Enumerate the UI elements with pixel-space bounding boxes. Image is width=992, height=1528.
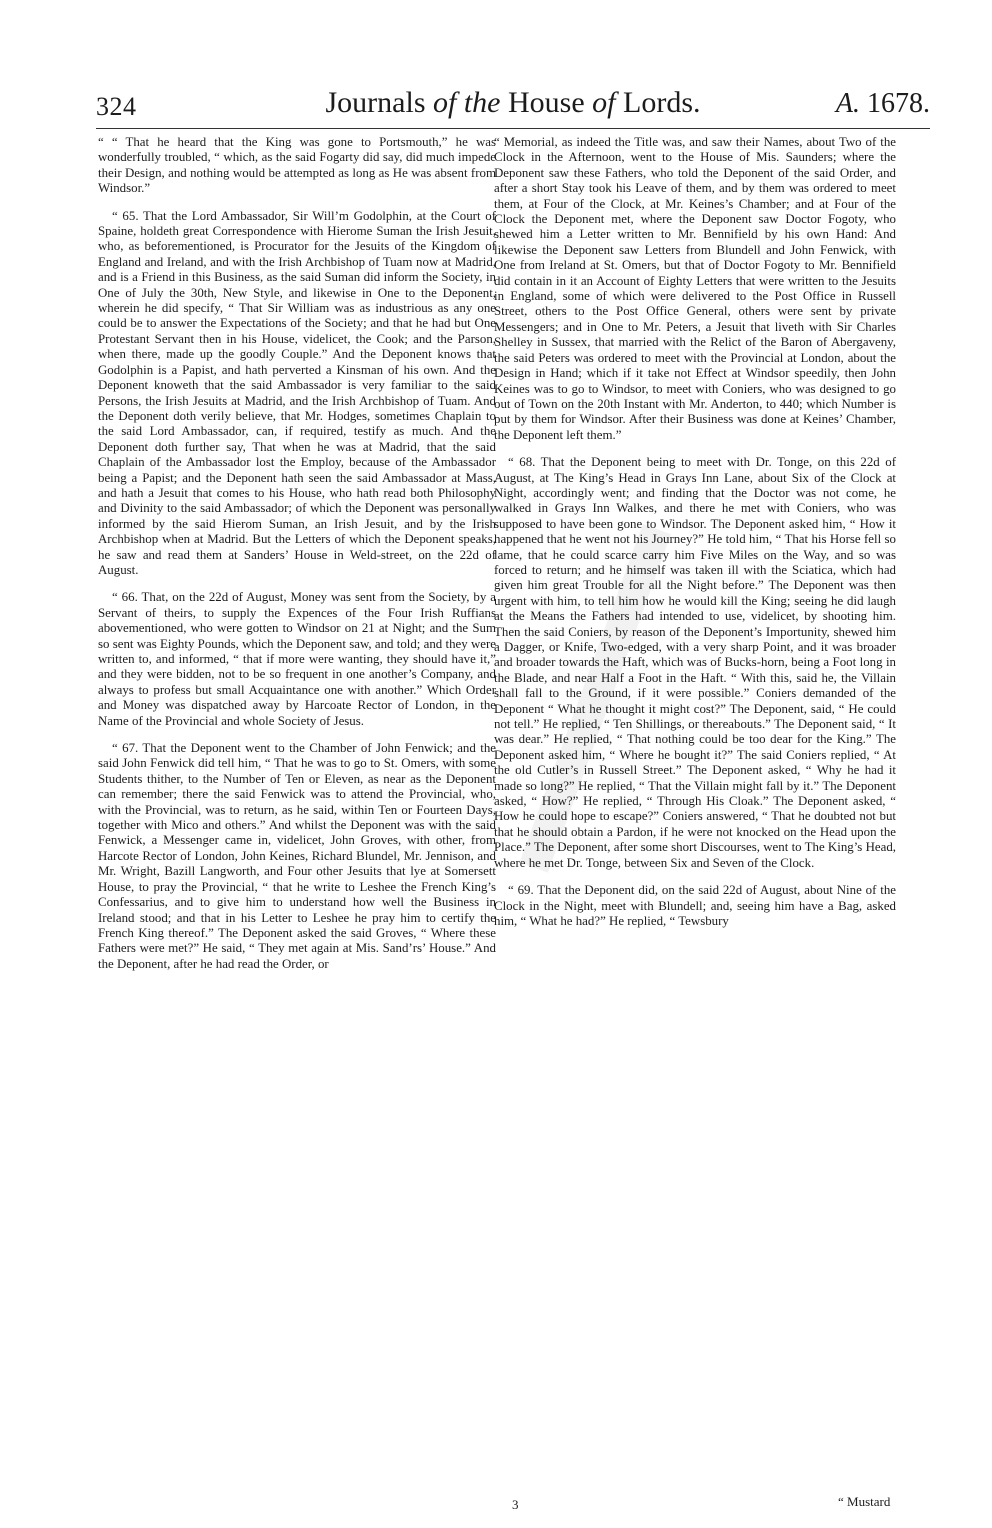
year-prefix: A. [835,88,860,119]
left-column [98,135,496,984]
title-of-the: of the [433,86,501,119]
signature-mark: 3 [512,1497,519,1512]
right-column [494,135,896,941]
catchword: “ Mustard [838,1494,891,1509]
title-of: of [592,86,616,119]
right-paragraph: “ 69. That the Deponent did, on the said 22d of August, about Nine of the Clock in the Night, meet with Blundell; and, seeing him have a Bag, asked him, “ What he had?” He replied, “ Tewsbury [494,883,896,928]
page-number: 324 [96,92,137,121]
right-paragraph: “ Memorial, as indeed the Title was, and saw their Names, about Two of the Clock in the Afternoon, went to the House of Mis. Saunders; where the Deponent saw these Fathers, who told the Deponent of the said Order, and after a short Stay took his Leave of them, and by them was ordered to meet them, at Four of the Clock, at Mr. Keines’s Chamber; and at Four of the Clock the Deponent met, where the Deponent saw Doctor Fogoty, who shewed him a Letter written to Mr. Bennifield by his own Hand: And likewise the Deponent saw Letters from Blundell and John Fenwick, with One from Ireland at St. Omers, but that of Doctor Fogoty to Mr. Bennifield did contain in it an Account of Eighty Letters that were written to the Jesuits in England, some of which were delivered to the Post Office in Russell Street, others to the Post Office General, others were sent by private Messengers; and in One to Mr. Peters, a Jesuit that liveth with Sir Charles Shelley in Sussex, that married with the Relict of the Baron of Abergaveny, the said Peters was ordered to meet with the Provincial at London, about the Design in Hand; which if it take not Effect at Windsor speedily, then John Keines was to go to Windsor, to meet with Coniers, who was designed to go out of Town on the 20th Instant with Mr. Anderton, to 440; which Number is put by them for Windsor. After their Business was done at Keines’ Chamber, the Deponent left them.” [494,135,896,442]
title-journals: Journals [325,86,433,119]
left-paragraph: “ 65. That the Lord Ambassador, Sir Will’m Godolphin, at the Court of Spaine, holdeth great Correspondence with Hierome Suman the Irish Jesuit, who, as beforementioned, is Procurator for the Jesuits of the Kingdom of England and Ireland, and with the Irish Archbishop of Tuam now at Madrid, and is a Friend in this Business, as the said Suman did inform the Society, in One of July the 30th, New Style, and likewise in One to the Deponent, wherein he did specify, “ That Sir William was as industrious as any one could be to answer the Expectations of the Society; and that he had but One Protestant Servant then in his House, videlicet, the Cook; and the Parson, when there, made up the goodly Couple.” And the Deponent knows that Godolphin is a Papist, and hath perverted a Kinsman of his own. And the Deponent knoweth that the said Ambassador is very familiar to the said Persons, the Irish Jesuits at Madrid, and the Irish Archbishop of Tuam. And the Deponent doth verily believe, that Mr. Hodges, sometimes Chaplain to the said Lord Ambassador, can, if required, testify as much. And the Deponent doth further say, That when he was at Madrid, that the said Chaplain of the Ambassador lost the Employ, because of the Ambassador being a Papist; and the Deponent hath seen the said Ambassador at Mass, and hath a Jesuit that comes to his House, who hath read both Philosophy and Divinity to the said Ambassador; of which the Deponent was personally informed by the said Hierom Suman, an Irish Jesuit, and by the Irish Archbishop when at Madrid. But the Letters of which the Deponent speaks, he saw and read them at Sanders’ House in Weld-street, on the 22d of August. [98,208,496,577]
running-header [96,82,930,129]
title-lords: Lords. [615,86,701,119]
running-title [96,86,930,120]
year-value: 1678. [860,88,930,119]
left-paragraph: “ “ That he heard that the King was gone to Portsmouth,” he was wonderfully troubled, “ which, as the said Fogarty did say, did much impede their Design, and nothing would be attempted as long as He was absent from Windsor.” [98,135,496,196]
right-paragraph: “ 68. That the Deponent being to meet with Dr. Tonge, on this 22d of August, at The King’s Head in Grays Inn Lane, about Six of the Clock at Night, accordingly went; and finding that the Doctor was not come, he walked in Grays Inn Walkes, and there he met with Coniers, who was supposed to have been gone to Windsor. The Deponent asked him, “ How it happened that he went not his Journey?” He told him, “ That his Horse fell so lame, that he could scarce carry him Five Miles on the Way, and so was forced to return; and he himself was taken ill with the Sciatica, which had given him great Trouble for all the Night before.” The Deponent was then urgent with him, to tell him how he would kill the King; seeing he did laugh at the Means the Fathers had intended to use, videlicet, by shooting him. Then the said Coniers, by reason of the Deponent’s Importunity, shewed him a Dagger, or Knife, Two-edged, with a very sharp Point, and it was broader and broader towards the Haft, which was of Bucks-horn, being a Foot long in the Blade, and near Half a Foot in the Haft. “ With this, said he, the Villain shall fall to the Ground, if it were possible.” Coniers demanded of the Deponent “ What he thought it might cost?” The Deponent, said, “ He could not tell.” He replied, “ Ten Shillings, or thereabouts.” The Deponent said, “ It was dear.” He replied, “ That nothing could be too dear for the King.” The Deponent asked him, “ Where he bought it?” The said Coniers replied, “ At the old Cutler’s in Russell Street.” The Deponent asked, “ Why he had it made so long?” He replied, “ That the Villain might fall by it.” The Deponent asked, “ How?” He replied, “ Through His Cloak.” The Deponent asked, “ How he could hope to escape?” Coniers answered, “ That he doubted not but that he should obtain a Pardon, if he were not knocked on the Head upon the Place.” The Deponent, after some short Discourses, went to The King’s Head, where he met Dr. Tonge, between Six and Seven of the Clock. [494,455,896,870]
left-paragraph: “ 67. That the Deponent went to the Chamber of John Fenwick; and the said John Fenwick did tell him, “ That he was to go to St. Omers, with some Students thither, to the Number of Ten or Eleven, as near as the Deponent can remember; there the said Fenwick was to attend the Provincial, who, with the Provincial, was to return, as he said, within Ten or Fourteen Days, together with Mico and others.” And whilst the Deponent was with the said Fenwick, a Messenger came in, videlicet, John Groves, with other, from Harcote Rector of London, John Keines, Richard Blundel, Mr. Jennison, and Mr. Wright, Bazill Langworth, and Four other Jesuits that lye at Somersett House, to pray the Provincial, “ that he write to Leshee the French King’s Confessarius, and to give him to understand how well the Business in Ireland stood; and that in his Letter to Leshee he pray him to certify the French King thereof.” The Deponent asked the said Groves, “ Where these Fathers were met?” He said, “ They met again at Mis. Sand’rs’ House.” And the Deponent, after he had read the Order, or [98,741,496,971]
title-house: House [500,86,593,119]
year-marker [836,88,930,120]
left-paragraph: “ 66. That, on the 22d of August, Money was sent from the Society, by a Servant of theirs, to supply the Expences of the Four Irish Ruffians abovementioned, who were gotten to Windsor on 21 at Night; and the Sum so sent was Eighty Pounds, which the Deponent saw, and told; and they were written to, and informed, “ that if more were wanting, they should have it,” and they were bidden, not to be so frequent in one another’s Company, and always to profess but small Acquaintance one with another.” Which Order and Money was dispatched away by Harcoate Rector of London, in the Name of the Provincial and whole Society of Jesus. [98,590,496,728]
